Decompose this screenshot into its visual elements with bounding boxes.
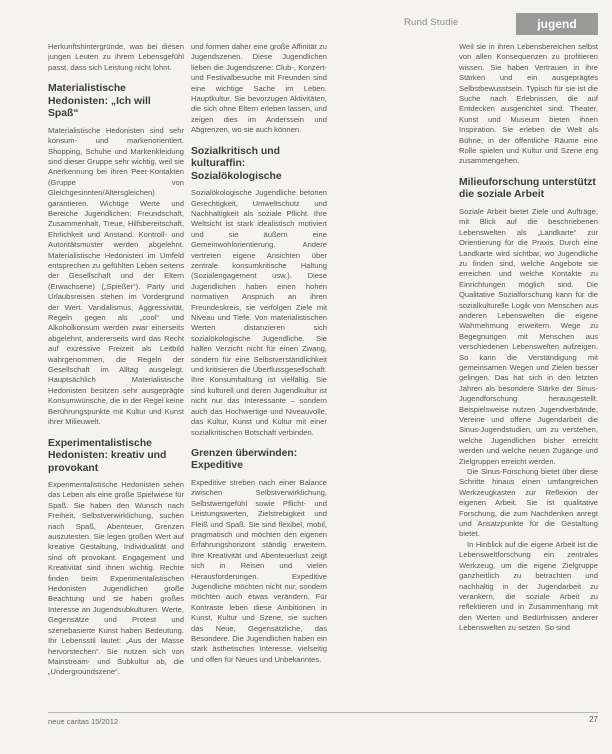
- text-column-2: [191, 42, 327, 702]
- paragraph: Herkunftshintergründe, was bei diesen jungen Leuten zu ihrem Lebensgefühl passt, dass sich Leistung nicht lohnt.: [48, 42, 184, 72]
- section-heading: Grenzen überwinden: Expeditive: [191, 447, 298, 472]
- paragraph: Experimentalistische Hedonisten sehen das Leben als eine große Spielwiese für Spaß. Sie haben den Wunsch nach Freiheit, Selbstverwirklichung, suchen nach Spaß, Abenteuer, Grenzen auszutesten. Sie legen großen Wert auf kreative Gestaltung, Individualität und sind oft provokant. Engagement und Kreativität sind ihnen wichtig. Rechte finden beim Experimentalistischen Hedonisten Jugendlichen große Beachtung und sie haben großes Interesse an Jugendsubkulturen. Werte, Gegensätze und Protest und szenebasierte Kunst haben Bedeutung. Ihr Lebensstil lautet: „Aus der Masse hervorstechen“. Sie nutzen sich von Mainstream- und Subkultur ab, die „Undergroundszene“.: [48, 480, 184, 677]
- footer-magazine: neue caritas 15/2012: [48, 717, 119, 726]
- section-heading: Materialistische Hedonisten: „Ich will Spaß“: [48, 83, 151, 120]
- page-number: 27: [589, 715, 598, 724]
- text-column-1: [48, 42, 184, 702]
- footer-rule: [48, 712, 598, 713]
- paragraph: Materialistische Hedonisten sind sehr konsum- und markenorientiert. Shopping, Schuhe und Markenkleidung sind dieser Gruppe sehr wichtig, weil sie Anerkennung bei ihren Peer-Kontakten (Gruppe von Gleichgesinnten/Altersgleichen) garantieren. Wichtige Werte und Bereiche Jugendlichen: Freundschaft, Zusammenhalt, Treue, Hilfsbereitschaft, Ehrlichkeit und Anstand. Kontroll- und Autoritätsmuster werden abgelehnt. Materialistische Hedonisten im Umfeld entsprechen zu gefühlten Leben seitens der Gesellschaft und der Eltern (Erwachsene) („Spießer“). Party und Urlaubsreisen stehen im Vordergrund der Wert. Vandalismus, Aggressivität, Regeln gegen als „cool“ und Alkoholkonsum werden zwar einerseits abgelehnt, andererseits wird das Recht auf exzessive Freizeit als Leitbild wahrgenommen, die Regeln der Gesellschaft im Alltag ausgelegt. Hauptsächlich Materialistische Hedonisten besitzen sehr ausgeprägte Konsumwünsche, die in der Regel keine Berührungspunkte mit Kultur und Kunst ihrer Milieuwelt.: [48, 125, 184, 427]
- paragraph: und formen daher eine große Affinität zu Jugendszenen. Diese Jugendlichen lieben die Jugendszene: Club-, Konzert- und Festivalbesuche mit Freunden sind eine wichtige Sache im Leben. Hauptkultur. Sie bevorzugen Aktivitäten, die sich ohne Eltern erleben lassen, und zeigen dies im Anderssein und Abgrenzen, wo sie auch können.: [191, 42, 327, 135]
- section-heading: Experimentalistische Hedonisten: kreativ und provokant: [48, 437, 167, 474]
- section-tab: jugend: [516, 13, 598, 35]
- section-heading: Sozialkritisch und kulturaffin: Sozialökologische: [191, 145, 282, 182]
- paragraph: Weil sie in ihren Lebensbereichen selbst von allen Konsequenzen zu profitieren wissen. Sie haben Vertrauen in ihre Stärken und ein ausgeprägtes Selbstbewusstsein. Typisch für sie ist die Suche nach Erlebnissen, die auf Entdecken ausgerichtet sind. Theater, Kunst und Museum bieten ihnen Inspiration. Sie erleben die Welt als Bühne, in der öffentliche Räume eine Rolle spielen und Kultur und Szene eng zusammengehen.: [459, 42, 598, 166]
- section-rubric: Rund Studie: [404, 17, 459, 28]
- paragraph: Expeditive streben nach einer Balance zwischen Selbstverwirklichung, Selbstwertgefühl sowie Pflicht- und Leistungswerten, Zielstrebigkeit und Fleiß und Spaß. Sie sind flexibel, mobil, pragmatisch und möchten den eigenen Erfahrungshorizont ständig erweitern. Ihre Kreativität und Abenteuerlust zeigt sich in Reisen und vielen Herausforderungen. Expeditive Jugendliche möchten nicht nur, sondern möchten auch etwas verändern. Für Kontraste leben diese Ambitionen in Kunst, Kultur und Szene, sie suchen das Neue, Gegensätzliche, das Besondere. Die Jugendlichen haben ein stark ästhetisches Interesse, vielseitig und offen für Neues und Unbekanntes.: [191, 477, 327, 664]
- section-heading: Milieuforschung unterstützt die soziale Arbeit: [459, 176, 596, 201]
- paragraph: Sozialökologische Jugendliche betonen Gerechtigkeit, Umweltschutz und Nachhaltigkeit als soziale Pflicht. Ihre Weltsicht ist stark idealistisch motiviert und sie äußern eine Gemeinwohlorientierung. Andere vertreten eigene Ansichten über zentrale konsumkritische Haltung (Sozialengagement usw.). Diese Jugendlichen haben einen hohen normativen Anspruch an ihren Freundeskreis, sie verfolgen Ziele mit Niveau und Tiefe. Von materialistischen Werten distanzieren sich sozialökologische Jugendliche. Sie halten Verzicht nicht für einen Zwang, sondern für eine Selbstverständlichkeit und kritisieren die Überflussgesellschaft. Ihre Konsumhaltung ist vielfältig. Sie sind kulturell und deren Jugendkultur ist nicht nur das Interessante – sondern auch das Hochwertige und Niveauvolle, das Kultur, Kunst und Kultur mit einer sozialkritischen Botschaft verbinden.: [191, 188, 327, 437]
- paragraph: In Hinblick auf die eigene Arbeit ist die Lebensweltforschung ein zentrales Werkzeug, um die eigene Zielgruppe ganzheitlich zu betrachten und nachhaltig in der Jugendarbeit zu verankern, die soziale Arbeit zu reflektieren und in Zusammenhang mit den Werten und Bedürfnissen anderer Lebenswelten zu setzen. So sind: [459, 539, 598, 633]
- paragraph: Soziale Arbeit bietet Ziele und Aufträge, mit Blick auf die beschriebenen Lebenswelten als „Landkarte“ zur Orientierung für die Praxis. Durch eine Landkarte wird sichtbar, wo Jugendliche zu finden sind, welche Angebote sie erreichen und welche Kontakte zu Einrichtungen möglich sind. Die Qualitative Sozialforschung kann für die sozialkulturelle Logik von Menschen aus anderen Lebenswelten die eigene Wahrnehmung erweitern. Wege zu Begegnungen mit Menschen aus verschiedenen Lebenswelten aufzeigen. So kann die Verständigung mit gemeinsamen Wegen und Zielen besser gelingen. Das hat sich in den letzten Jahren als besondere Stärke der Sinus-Jugendforschung herausgestellt. Beispielsweise nutzen Jugendverbände, Vereine und offene Jugendarbeit die Sinus-Jugendstudien, um zu verstehen, welche Jugendlichen bisher erreicht werden und welche neuen Zugänge und Zielgruppen erreicht werden.: [459, 206, 598, 466]
- paragraph: Die Sinus-Forschung bietet über diese Schritte hinaus einen umfangreichen Werkzeugkasten zur Reflexion der eigenen Arbeit. Sie ist qualitative Forschung, die zum Nachdenken anregt und Ansatzpunkte für die Gestaltung bietet.: [459, 467, 598, 539]
- text-column-3: [459, 42, 598, 702]
